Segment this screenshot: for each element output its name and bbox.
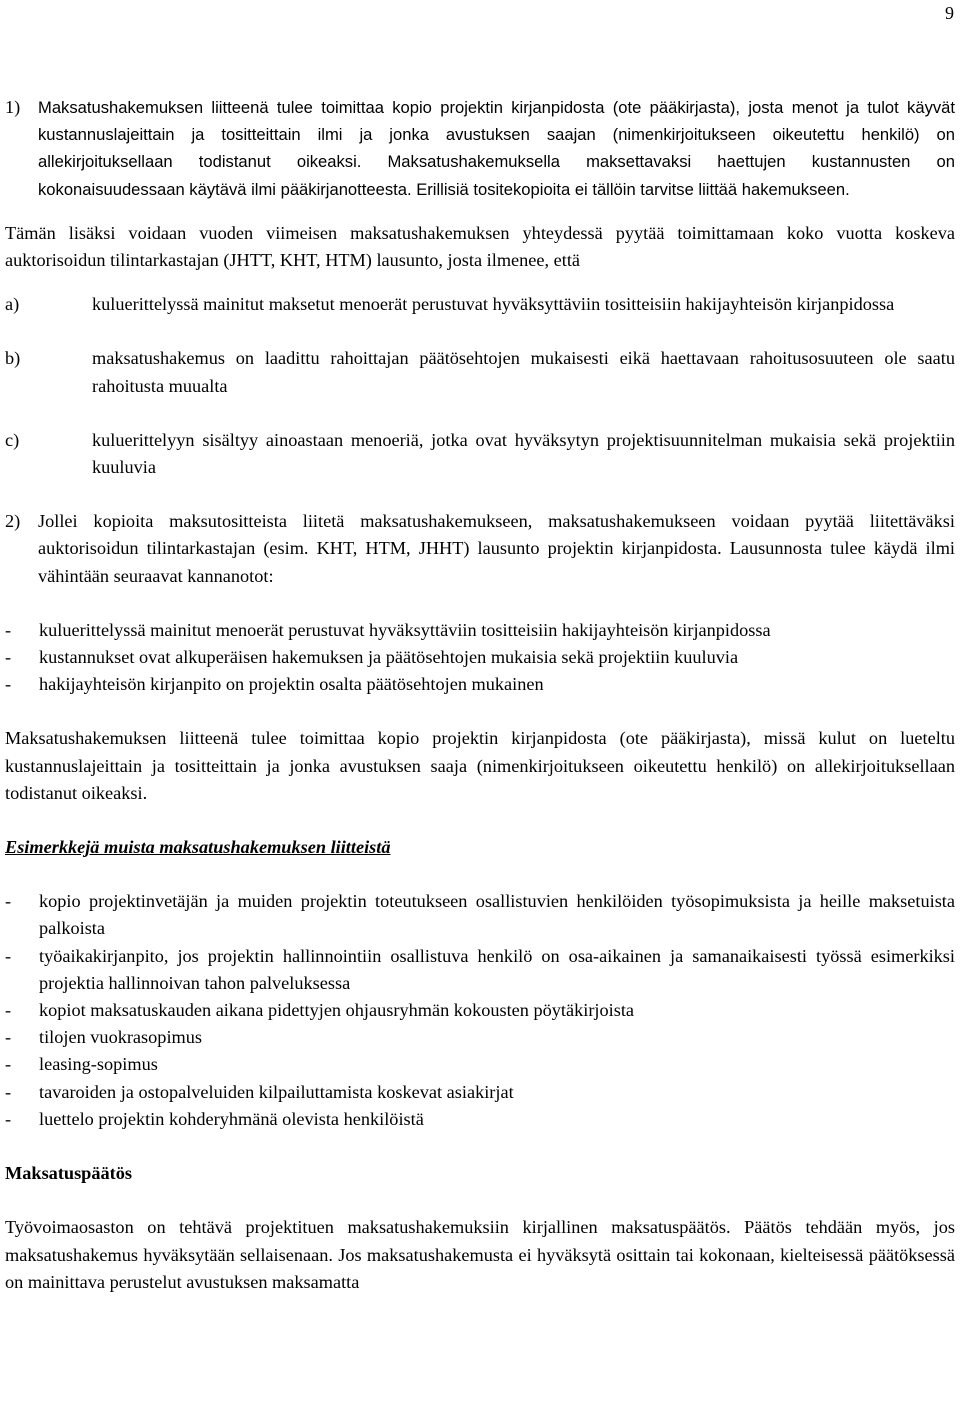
list-item (5, 671, 955, 698)
list-item (5, 1106, 955, 1133)
list-item-text: kustannukset ovat alkuperäisen hakemuksen ja päätösehtojen mukaisia sekä projektiin kuuluvia (39, 647, 739, 668)
list-item-text: leasing-sopimus (39, 1054, 158, 1075)
list-item (5, 997, 955, 1024)
list-item (5, 1024, 955, 1051)
list-item (5, 1051, 955, 1078)
list-marker: - (5, 674, 12, 695)
list-item (5, 291, 955, 318)
list-item (5, 943, 955, 997)
list-item (5, 427, 955, 481)
section-heading-examples: Esimerkkejä muista maksatushakemuksen liitteistä (5, 837, 391, 858)
paragraph-text-part-2: Maksatushakemuksella maksettavaksi haettujen kustannusten on kokonaisuudessaan käytävä ilmi pääkirjanotteesta. Erillisiä tositekopioita ei tällöin tarvitse liittää hakemukseen. (38, 152, 955, 199)
list-item (5, 644, 955, 671)
list-item-text: työaikakirjanpito, jos projektin hallinnointiin osallistuva henkilö on osa-aikainen ja samanaikaisesti työssä esimerkiksi projektia hallinnoivan tahon palveluksessa (39, 945, 955, 993)
paragraph-text (38, 94, 955, 203)
paragraph-text: Jollei kopioita maksutositteista liitetä maksatushakemukseen, maksatushakemukseen voidaan pyytää liitettäväksi auktorisoidun tilintarkastajan (esim. KHT, HTM, JHHT) lausunto projektin kirjanpidosta. Lausunnosta tulee käydä ilmi vähintään seuraavat kannanotot: (38, 511, 955, 586)
list-marker: a) (5, 294, 20, 315)
list-item (5, 1079, 955, 1106)
list-marker: b) (5, 348, 21, 369)
document-page (5, 0, 955, 1296)
list-marker: - (5, 619, 12, 640)
list-marker: - (5, 1081, 12, 1102)
attachment-paragraph: Maksatushakemuksen liitteenä tulee toimittaa kopio projektin kirjanpidosta (ote pääkirjasta), missä kulut on lueteltu kustannuslajeittain ja tositteittain ja jonka avustuksen saaja (nimenkirjoitukseen oikeutettu henkilö) on allekirjoituksellaan todistanut oikeaksi. (5, 728, 955, 803)
list-item (5, 617, 955, 644)
alpha-list (5, 291, 955, 481)
list-marker: 1) (5, 97, 21, 117)
list-item-text: maksatushakemus on laadittu rahoittajan päätösehtojen mukaisesti eikä haettavaan rahoitusosuuteen ole saatu rahoitusta muualta (92, 348, 955, 396)
paragraph-text-part-1: Maksatushakemuksen liitteenä tulee toimittaa kopio projektin kirjanpidosta (ote pääkirjasta), josta menot ja tulot käyvät kustannuslajeittain ja tositteittain ilmi ja jonka avustuksen saajan (nimenkirjoitukseen oikeutettu henkilö) on allekirjoituksellaan todistanut oikeaksi. (38, 98, 955, 172)
list-item-text: tilojen vuokrasopimus (39, 1027, 202, 1048)
intro-paragraph: Tämän lisäksi voidaan vuoden viimeisen maksatushakemuksen yhteydessä pyytää toimittamaan koko vuotta koskeva auktorisoidun tilintarkastajan (JHTT, KHT, HTM) lausunto, josta ilmenee, että (5, 222, 955, 271)
list-marker: 2) (5, 511, 21, 532)
list-marker: - (5, 647, 12, 668)
dash-list-2 (5, 888, 955, 1133)
list-item-text: kuluerittelyssä mainitut menoerät perustuvat hyväksyttäviin tositteisiin hakijayhteisön kirjanpidossa (39, 619, 771, 640)
list-marker: - (5, 1000, 12, 1021)
numbered-paragraph-1 (5, 94, 955, 203)
page-number: 9 (945, 3, 954, 23)
list-marker: - (5, 1108, 12, 1129)
list-item-text: kuluerittelyyn sisältyy ainoastaan menoeriä, jotka ovat hyväksytyn projektisuunnitelman mukaisia sekä projektiin kuuluvia (92, 429, 955, 478)
list-item (5, 345, 955, 399)
numbered-paragraph-2 (5, 508, 955, 590)
list-marker: - (5, 945, 12, 966)
section-heading-decision: Maksatuspäätös (5, 1163, 132, 1184)
list-item-text: luettelo projektin kohderyhmänä olevista henkilöistä (39, 1108, 424, 1129)
list-marker: - (5, 1027, 12, 1048)
dash-list-1 (5, 617, 955, 699)
list-item-text: hakijayhteisön kirjanpito on projektin osalta päätösehtojen mukainen (39, 674, 544, 695)
list-item (5, 888, 955, 942)
list-marker: - (5, 1054, 12, 1075)
list-item-text: kopiot maksatuskauden aikana pidettyjen ohjausryhmän kokousten pöytäkirjoista (39, 1000, 635, 1021)
decision-paragraph: Työvoimaosaston on tehtävä projektituen maksatushakemuksiin kirjallinen maksatuspäätös. Päätös tehdään myös, jos maksatushakemus hyväksytään sellaisenaan. Jos maksatushakemusta ei hyväksytä osittain tai kokonaan, kielteisessä päätöksessä on mainittava perustelut avustuksen maksamatta (5, 1217, 955, 1292)
list-item-text: kuluerittelyssä mainitut maksetut menoerät perustuvat hyväksyttäviin tositteisiin hakijayhteisön kirjanpidossa (92, 294, 895, 315)
list-marker: - (5, 891, 12, 912)
list-item-text: kopio projektinvetäjän ja muiden projektin toteutukseen osallistuvien henkilöiden työsopimuksista ja heille maksetuista palkoista (39, 891, 955, 939)
list-marker: c) (5, 429, 20, 450)
list-item-text: tavaroiden ja ostopalveluiden kilpailuttamista koskevat asiakirjat (39, 1081, 514, 1102)
